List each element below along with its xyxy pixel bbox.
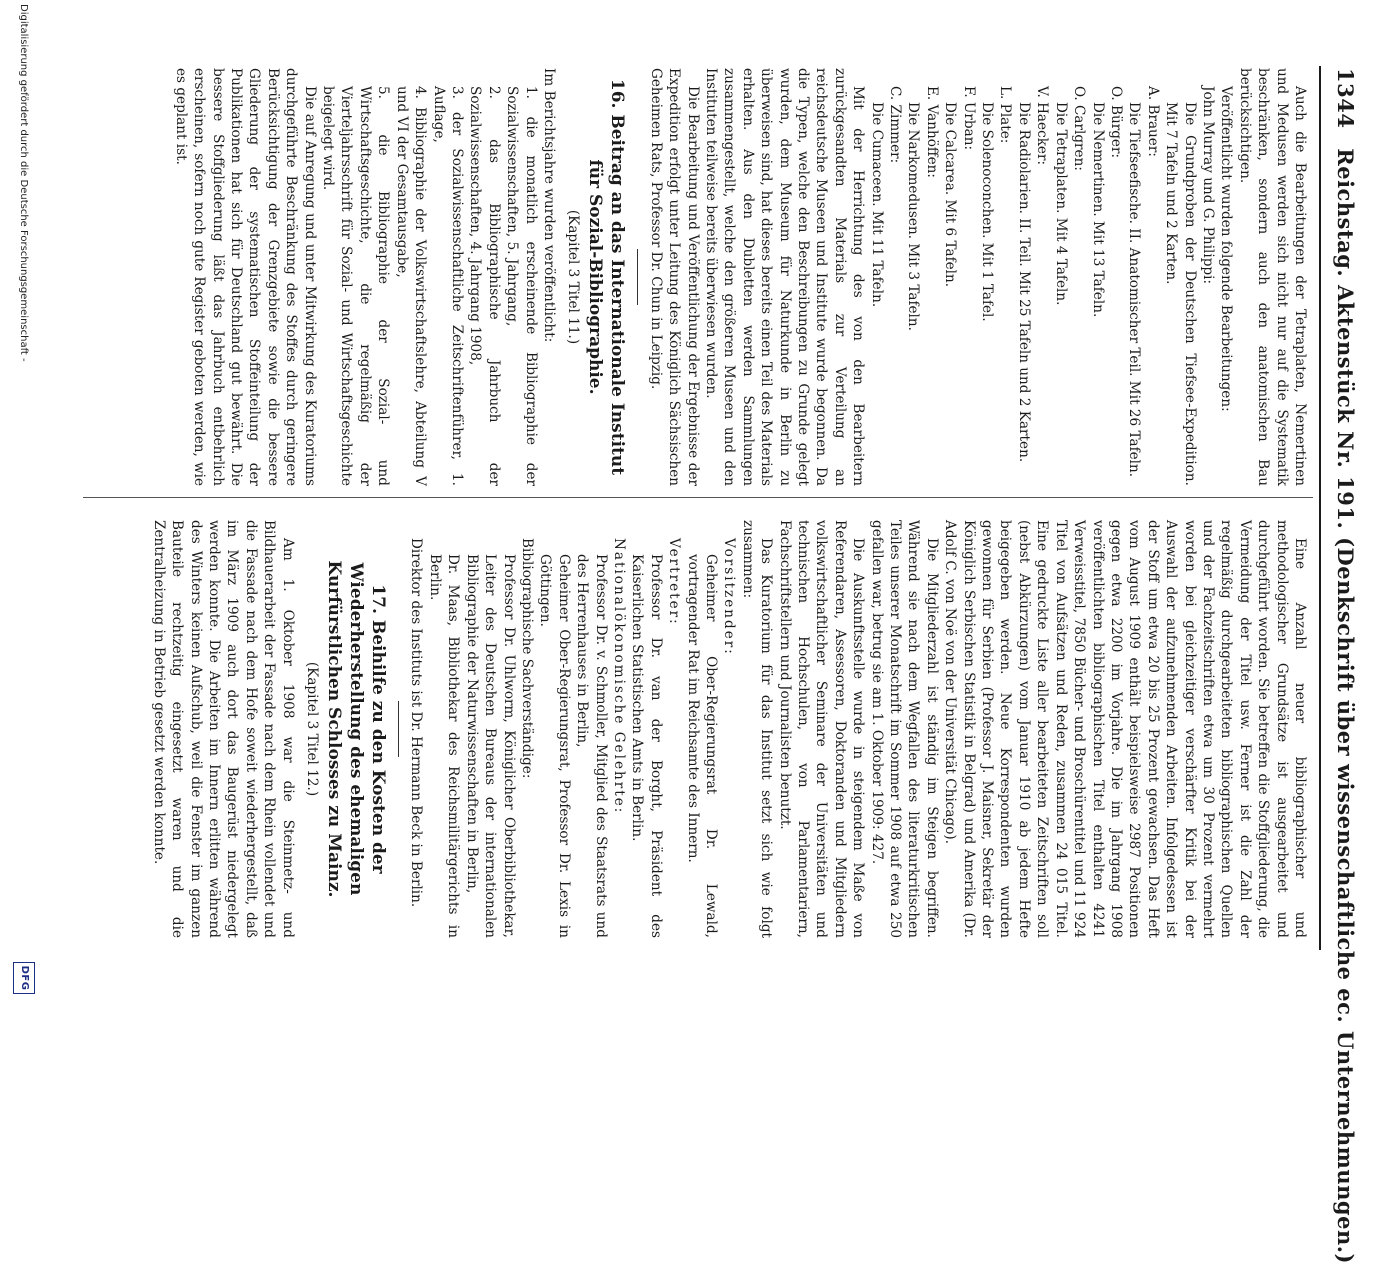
publication-title: Die Calcarea. Mit 6 Tafeln. xyxy=(942,102,959,288)
member-entry: Dr. Maas, Bibliothekar des Reichsmilitärgerichts in Berlin. xyxy=(426,554,462,938)
right-column xyxy=(149,520,1309,938)
author-line: C. Zimmer: xyxy=(887,86,904,164)
author-line: E. Vanhöffen: xyxy=(923,86,940,178)
paragraph: Direktor des Instituts ist Dr. Hermann Beck in Berlin. xyxy=(408,538,425,908)
paragraph: Die auf Anregung und unter Mitwirkung des Kuratoriums durchgeführte Beschränkung des Stoffes durch geringere Berücksichtigung der Grenzgebiete sowie die bessere Gliederung der systematischen Stoffeinteilung der Publikationen hat sich für Deutschland gut bewährt. Die bessere Stoffgliederung läßt das Jahrbuch entbehrlich erscheinen, sofern noch gute Register geboten werden, wie es geplant ist. xyxy=(172,68,318,486)
section-heading: 17. Beihilfe zu den Kosten der Wiederherstellung des ehemaligen Kurfürstlichen Schlosses zu Mainz. xyxy=(324,560,389,898)
list-item: 1. die monatlich erscheinende Bibliographie der Sozialwissenschaften, 5. Jahrgang, xyxy=(504,86,539,486)
role-label: Bibliographische Sachverständige: xyxy=(518,538,535,779)
section-heading: 16. Beitrag an das Internationale Institut für Sozial-Bibliographie. xyxy=(585,78,628,476)
author-line: V. Haecker: xyxy=(1034,86,1051,166)
member-entry: Professor Dr. van der Borght, Präsident des Kaiserlichen Statistischen Amts in Berlin. xyxy=(629,554,664,938)
publication-title: Die Cumaceen. Mit 11 Tafeln. xyxy=(868,102,885,308)
page-title: Reichstag. Aktenstück Nr. 191. (Denkschrift über wissenschaftliche ec. Unternehmungen.) xyxy=(1333,148,1358,1264)
dfg-logo: DFG xyxy=(13,962,35,994)
role-label: Vertreter: xyxy=(666,538,683,626)
list-item: 5. die Bibliographie der Sozial- und Wirtschaftsgeschichte, die regelmäßig der Vierteljahrsschrift für Sozial- und Wirtschaftsgeschichte beigelegt wird. xyxy=(320,86,392,486)
publication-title: Die Radiolarien. II. Teil. Mit 25 Tafeln und 2 Karten. xyxy=(1015,102,1032,463)
section-subheading: (Kapitel 3 Titel 11.) xyxy=(565,209,582,345)
header-rule xyxy=(1319,66,1321,950)
publication-title: Die Tetraplaten. Mit 4 Tafeln. xyxy=(1052,102,1069,306)
member-entry: Professor Dr. v. Schmoller, Mitglied des Staatsrats und des Herrenhauses in Berlin, xyxy=(574,554,609,938)
role-label: Vorsitzender: xyxy=(721,538,738,656)
section-subheading: (Kapitel 3 Titel 12.) xyxy=(304,661,321,797)
paragraph: Im Berichtsjahre wurden veröffentlicht: xyxy=(540,68,557,343)
publication-title: Die Narkomedusen. Mit 3 Tafeln. xyxy=(905,102,922,331)
member-entry: Professor Dr. Uhlworm, Königlicher Oberbibliothekar, Leiter des Deutschen Bureaus der internationalen Bibliographie der Naturwissenschaften in Berlin, xyxy=(463,554,517,938)
author-line: O. Bürger: xyxy=(1107,86,1124,159)
member-entry: Geheimer Ober-Regierungsrat, Professor Dr. Lexis in Göttingen. xyxy=(537,554,572,938)
publication-title: Die Grundproben der Deutschen Tiefsee-Expedition. Mit 7 Tafeln und 2 Karten. xyxy=(1163,102,1198,486)
paragraph: Mit der Herrichtung des von den Bearbeitern zurückgesandten Materials zur Verteilung an reichsdeutsche Museen und Institute wurde begonnen. Da die Typen, welche den Beschreibungen zu Grunde gelegt wurden, dem Museum für Naturkunde in Berlin zu überweisen sind, hat dieses bereits einen Teil des Materials erhalten. Aus den Dubletten werden Sammlungen zusammengestellt, welche den größeren Museen und den Instituten teilweise bereits überwiesen wurden. xyxy=(703,68,867,486)
publication-title: Die Nemertinen. Mit 13 Tafeln. xyxy=(1089,102,1106,318)
paragraph: Eine Anzahl neuer bibliographischer und methodologischer Grundsätze ist ausgearbeitet und durchgeführt worden. Sie betreffen die Stoffgliederung, die Vermeidung der Titel usw. Ferner ist die Zahl der regelmäßig durchgearbeiteten bibliographischen Quellen und der Fachzeitschriften etwa um 30 Prozent vermehrt worden bei gleichzeitiger verschärfter Kritik bei der Auswahl der aufzunehmenden Arbeiten. Infolgedessen ist der Stoff um etwa 20 bis 25 Prozent gewachsen. Das Heft vom August 1909 enthält beispielsweise 2987 Positionen gegen etwa 2200 im Vorjahre. Die im Jahrgang 1908 veröffentlichten bibliographischen Titel enthalten 4241 Verweisstitel, 7850 Bücher- und Broschürentitel und 11 924 Titel von Aufsätzen und Reden, zusammen 24 015 Titel. Eine gedruckte Liste aller bearbeiteten Zeitschriften soll (nebst Abkürzungen) vom Januar 1910 ab jedem Hefte beigegeben werden. Neue Korrespondenten wurden gewonnen für Serbien (Professor J. Maisner, Sekretär der Königlich Serbischen Statistik in Belgrad) und Amerika (Dr. Adolf C. von Noë von der Universität Chicago). xyxy=(942,520,1308,938)
role-label: Nationalökonomische Gelehrte: xyxy=(610,538,627,815)
paragraph: Veröffentlicht wurden folgende Bearbeitungen: xyxy=(1218,86,1235,412)
digitization-footer xyxy=(11,0,41,1000)
member-entry: Geheimer Ober-Regierungsrat Dr. Lewald, vortragender Rat im Reichsamte des Innern. xyxy=(684,554,719,938)
section-separator xyxy=(637,249,638,305)
section-separator xyxy=(398,701,399,757)
author-line: L. Plate: xyxy=(997,86,1014,144)
author-line: A. Brauer: xyxy=(1144,86,1161,157)
left-column xyxy=(171,68,1309,486)
list-item: 4. Bibliographie der Volkswirtschaftslehre, Abteilung V und VI der Gesamtausgabe, xyxy=(393,86,429,486)
funding-note: Digitalisierung gefördert durch die Deutsche Forschungsgemeinschaft - xyxy=(18,4,29,362)
publication-title: Die Tiefseefische. II. Anatomischer Teil. Mit 26 Tafeln. xyxy=(1126,102,1143,478)
column-divider xyxy=(83,497,1313,498)
author-line: John Murray und G. Philippi: xyxy=(1199,86,1216,285)
page-header xyxy=(1326,68,1358,1264)
publication-title: Die Solenoconchen. Mit 1 Tafel. xyxy=(979,102,996,322)
author-line: F. Urban: xyxy=(960,86,977,151)
author-line: O. Carlgren: xyxy=(1071,86,1088,171)
paragraph: Die Mitgliederzahl ist ständig im Steigen begriffen. Während sie nach dem Wegfallen des literaturkritischen Teiles unserer Monatschrift im Sommer 1908 auf etwa 250 gefallen war, betrug sie am 1. Oktober 1909: 427. xyxy=(868,520,940,938)
paragraph: Die Bearbeitung und Veröffentlichung der Ergebnisse der Expedition erfolgt unter Leitung des Königlich Sächsischen Geheimen Rats, Professor Dr. Chun in Leipzig. xyxy=(647,68,701,486)
paragraph: Die Auskunftsstelle wurde in steigendem Maße von Referendaren, Assessoren, Doktoranden und Mitgliedern volkswirtschaftlicher Seminare der Universitäten und technischen Hochschulen, von Parlamentariern, Fachschriftstellern und Journalisten benutzt. xyxy=(776,520,867,938)
list-item: 2. das Bibliographische Jahrbuch der Sozialwissenschaften, 4. Jahrgang 1908, xyxy=(467,86,502,486)
list-item: 3. der Sozialwissenschaftliche Zeitschriftenführer, 1. Auflage, xyxy=(430,86,465,486)
paragraph: Auch die Bearbeitungen der Tetraplaten, Nemertinen und Medusen werden sich nicht nur auf die Systematik beschränken, sondern auch den anatomischen Bau berücksichtigen. xyxy=(1236,68,1308,486)
page-number: 1344 xyxy=(1333,68,1358,129)
paragraph: Das Kuratorium für das Institut setzt sich wie folgt zusammen: xyxy=(739,520,775,938)
paragraph: Am 1. Oktober 1908 war die Steinmetz- und Bildhauerarbeit der Fassade nach dem Rhein vollendet und die Fassade nach dem Hofe soweit wiederhergestellt, daß im März 1909 auch dort das Baugerüst niedergelegt werden konnte. Die Arbeiten im Innern erlitten während des Winters keinen Aufschub, weil die Fenster im ganzen Bauteile rechtzeitig eingesetzt waren und die Zentralheizung in Betrieb gesetzt werden konnte. xyxy=(150,520,296,938)
